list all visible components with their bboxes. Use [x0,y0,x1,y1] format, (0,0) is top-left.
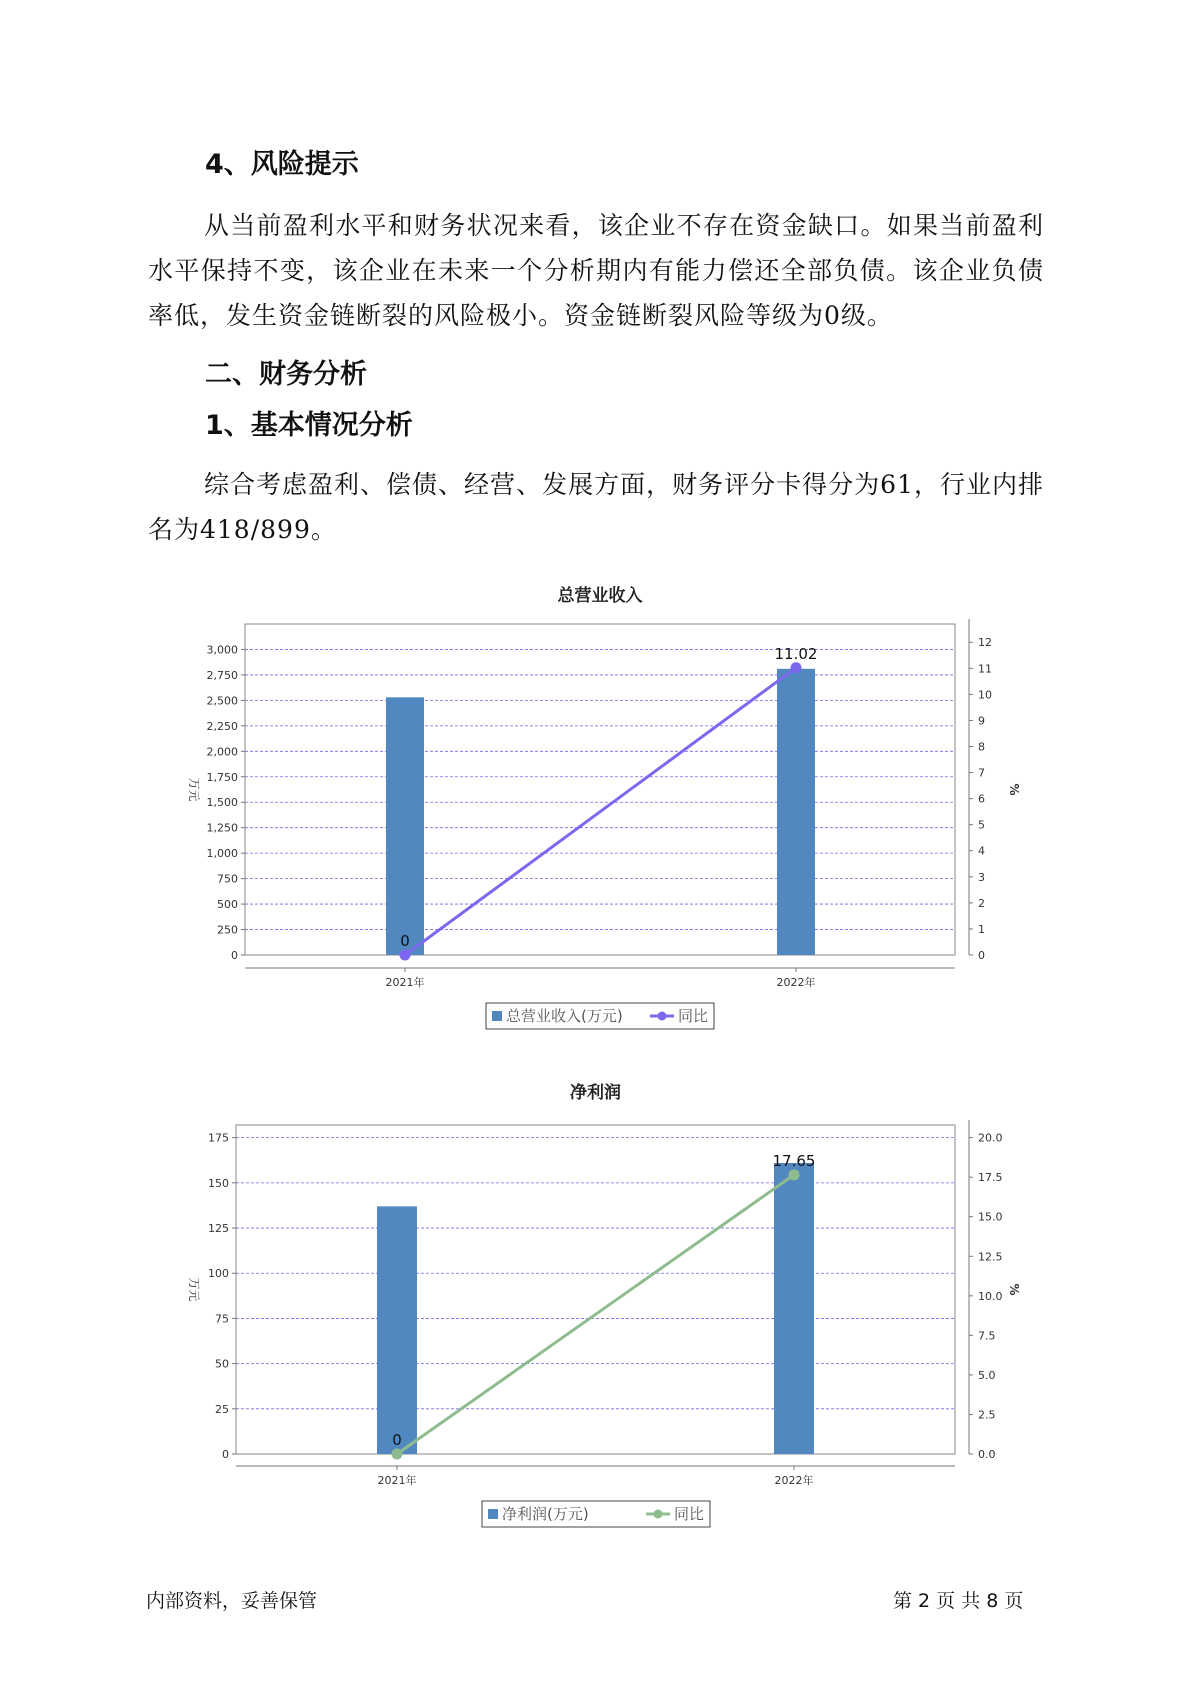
basic-paragraph: 综合考虑盈利、偿债、经营、发展方面，财务评分卡得分为61，行业内排名为418/899。 [148,470,1044,544]
y2-tick-label: 8 [978,740,985,754]
finance-heading: 二、财务分析 [205,359,367,390]
y-tick-label: 2,500 [206,694,238,708]
y2-tick-label: 7 [978,766,985,780]
y-tick-label: 25 [215,1402,229,1416]
x-tick-label: 2021年 [385,976,425,989]
y-tick-label: 750 [217,872,238,886]
basic-heading: 1、基本情况分析 [205,410,413,441]
plot-area [245,624,955,955]
y-tick-label: 150 [208,1176,229,1190]
y-tick-label: 2,000 [206,745,238,759]
y2-tick-label: 1 [978,922,985,936]
bar [377,1206,417,1454]
y-tick-label: 2,250 [206,719,238,733]
legend-line-marker [654,1510,663,1519]
y2-tick-label: 4 [978,844,985,858]
y2-axis-label: % [1007,1283,1021,1296]
y-tick-label: 125 [208,1222,229,1236]
y2-tick-label: 0 [978,949,985,962]
point-label: 0 [400,932,410,950]
legend-bar-label: 净利润(万元) [502,1505,589,1523]
y2-tick-label: 3 [978,870,985,884]
y2-tick-label: 10 [978,688,992,702]
risk-paragraph: 从当前盈利水平和财务状况来看，该企业不存在资金缺口。如果当前盈利水平保持不变，该企业在未来一个分析期内有能力偿还全部负债。该企业负债率低，发生资金链断裂的风险极小。资金链断裂风险等级为0级。 [148,211,1044,330]
y2-tick-label: 10.0 [978,1289,1003,1303]
y-tick-label: 250 [217,923,238,937]
line-point [791,662,802,673]
footer-page-number: 第 2 页 共 8 页 [893,1590,1024,1612]
y2-tick-label: 12 [978,636,992,650]
y-tick-label: 0 [222,1448,229,1461]
y2-tick-label: 2.5 [978,1408,996,1422]
y-tick-label: 100 [208,1267,229,1281]
y-tick-label: 50 [215,1357,229,1371]
x-tick-label: 2022年 [776,976,816,989]
bar [774,1163,814,1454]
plot-area [236,1125,955,1454]
y-tick-label: 1,500 [206,796,238,810]
x-tick-label: 2021年 [377,1474,417,1487]
y2-tick-label: 15.0 [978,1210,1003,1224]
y-tick-label: 75 [215,1312,229,1326]
y-axis-label: 万元 [187,1277,201,1302]
legend-bar-swatch [492,1011,502,1021]
chart-title: 总营业收入 [557,586,643,606]
revenue-chart [0,578,1191,1033]
y2-tick-label: 2 [978,896,985,910]
footer-confidential: 内部资料，妥善保管 [146,1590,318,1612]
y2-tick-label: 0.0 [978,1448,996,1461]
x-tick-label: 2022年 [774,1474,814,1487]
line-point [400,950,411,961]
point-label: 11.02 [774,644,818,663]
y-tick-label: 500 [217,898,238,912]
y2-tick-label: 20.0 [978,1131,1003,1145]
y-tick-label: 1,000 [206,847,238,861]
bar [386,697,424,955]
y2-tick-label: 17.5 [978,1171,1003,1185]
risk-heading: 4、风险提示 [205,149,359,180]
y-tick-label: 2,750 [206,668,238,682]
y-tick-label: 1,250 [206,821,238,835]
legend-line-marker [658,1012,667,1021]
legend-bar-swatch [488,1509,498,1519]
legend-bar-label: 总营业收入(万元) [506,1007,623,1025]
y-tick-label: 0 [231,949,238,962]
legend-line-label: 同比 [674,1505,705,1523]
y2-tick-label: 11 [978,662,992,676]
y2-axis-label: % [1007,783,1021,796]
y-axis-label: 万元 [187,777,201,802]
y2-tick-label: 5 [978,818,985,832]
point-label: 0 [392,1431,402,1449]
line-point [789,1169,800,1180]
line-point [392,1449,403,1460]
y2-tick-label: 12.5 [978,1250,1003,1264]
point-label: 17.65 [772,1151,816,1170]
legend-line-label: 同比 [678,1007,709,1025]
y2-tick-label: 6 [978,792,985,806]
y2-tick-label: 5.0 [978,1368,996,1382]
y-tick-label: 3,000 [206,643,238,657]
net-profit-chart [0,1075,1191,1530]
chart-title: 净利润 [570,1083,621,1103]
bar [777,669,815,955]
y-tick-label: 175 [208,1131,229,1145]
y2-tick-label: 9 [978,714,985,728]
y-tick-label: 1,750 [206,770,238,784]
y2-tick-label: 7.5 [978,1329,996,1343]
